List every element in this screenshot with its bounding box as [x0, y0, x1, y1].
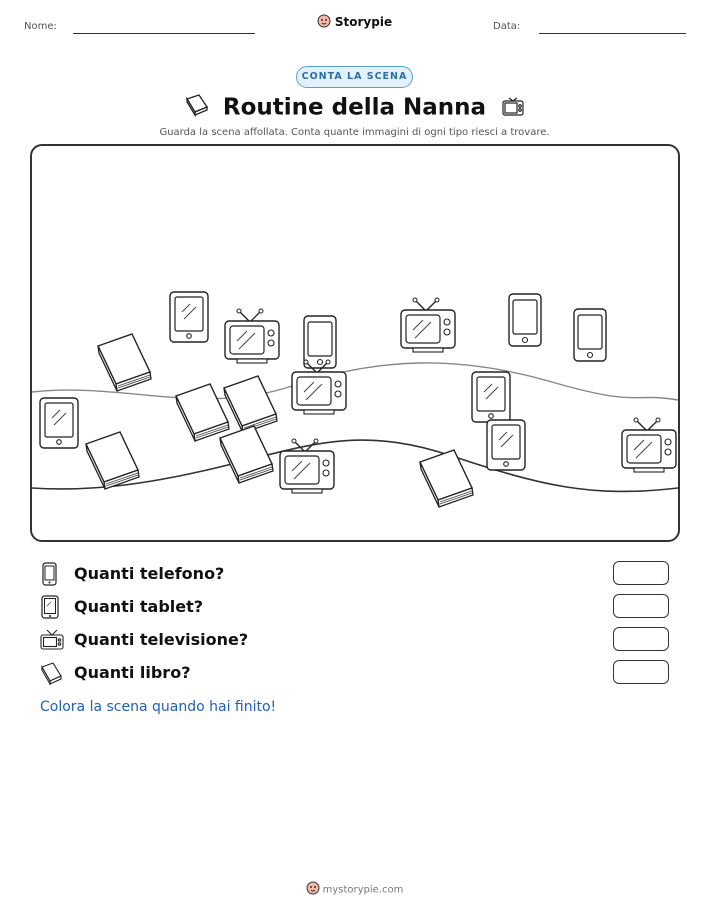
- name-line[interactable]: [73, 33, 255, 34]
- footer-url: mystorypie.com: [322, 884, 404, 896]
- color-instruction: Colora la scena quando hai finito!: [40, 699, 277, 715]
- question-row-phone: [40, 562, 670, 586]
- question-label: Quanti televisione?: [74, 630, 249, 649]
- storypie-mascot-icon: [306, 881, 320, 898]
- question-row-tv: [40, 628, 670, 652]
- answer-box-phone[interactable]: [613, 561, 669, 585]
- storypie-mascot-icon: [317, 14, 331, 31]
- brand-logo: [0, 14, 709, 31]
- book-icon: [183, 93, 211, 123]
- question-label: Quanti tablet?: [74, 597, 204, 616]
- date-label: Data:: [493, 21, 521, 32]
- page-title: Routine della Nanna: [222, 94, 487, 121]
- tv-icon: [40, 628, 64, 656]
- tablet-icon: [40, 595, 60, 623]
- brand-name: Storypie: [334, 15, 393, 29]
- answer-box-book[interactable]: [613, 660, 669, 684]
- question-row-tablet: [40, 595, 670, 619]
- scene-frame: [30, 144, 680, 542]
- question-label: Quanti telefono?: [74, 564, 225, 583]
- answer-box-tv[interactable]: [613, 627, 669, 651]
- phone-icon: [40, 562, 60, 590]
- page-title-row: [0, 92, 709, 124]
- name-label: Nome:: [24, 21, 57, 32]
- answer-box-tablet[interactable]: [613, 594, 669, 618]
- footer: [0, 881, 709, 898]
- section-badge: CONTA LA SCENA: [296, 66, 413, 88]
- date-line[interactable]: [539, 33, 686, 34]
- scene-illustration: [32, 146, 678, 540]
- question-label: Quanti libro?: [74, 663, 191, 682]
- page-subtitle: Guarda la scena affollata. Conta quante immagini di ogni tipo riesci a trovare.: [159, 127, 550, 138]
- question-row-book: [40, 661, 670, 685]
- book-icon: [40, 661, 64, 689]
- tv-icon: [500, 92, 526, 124]
